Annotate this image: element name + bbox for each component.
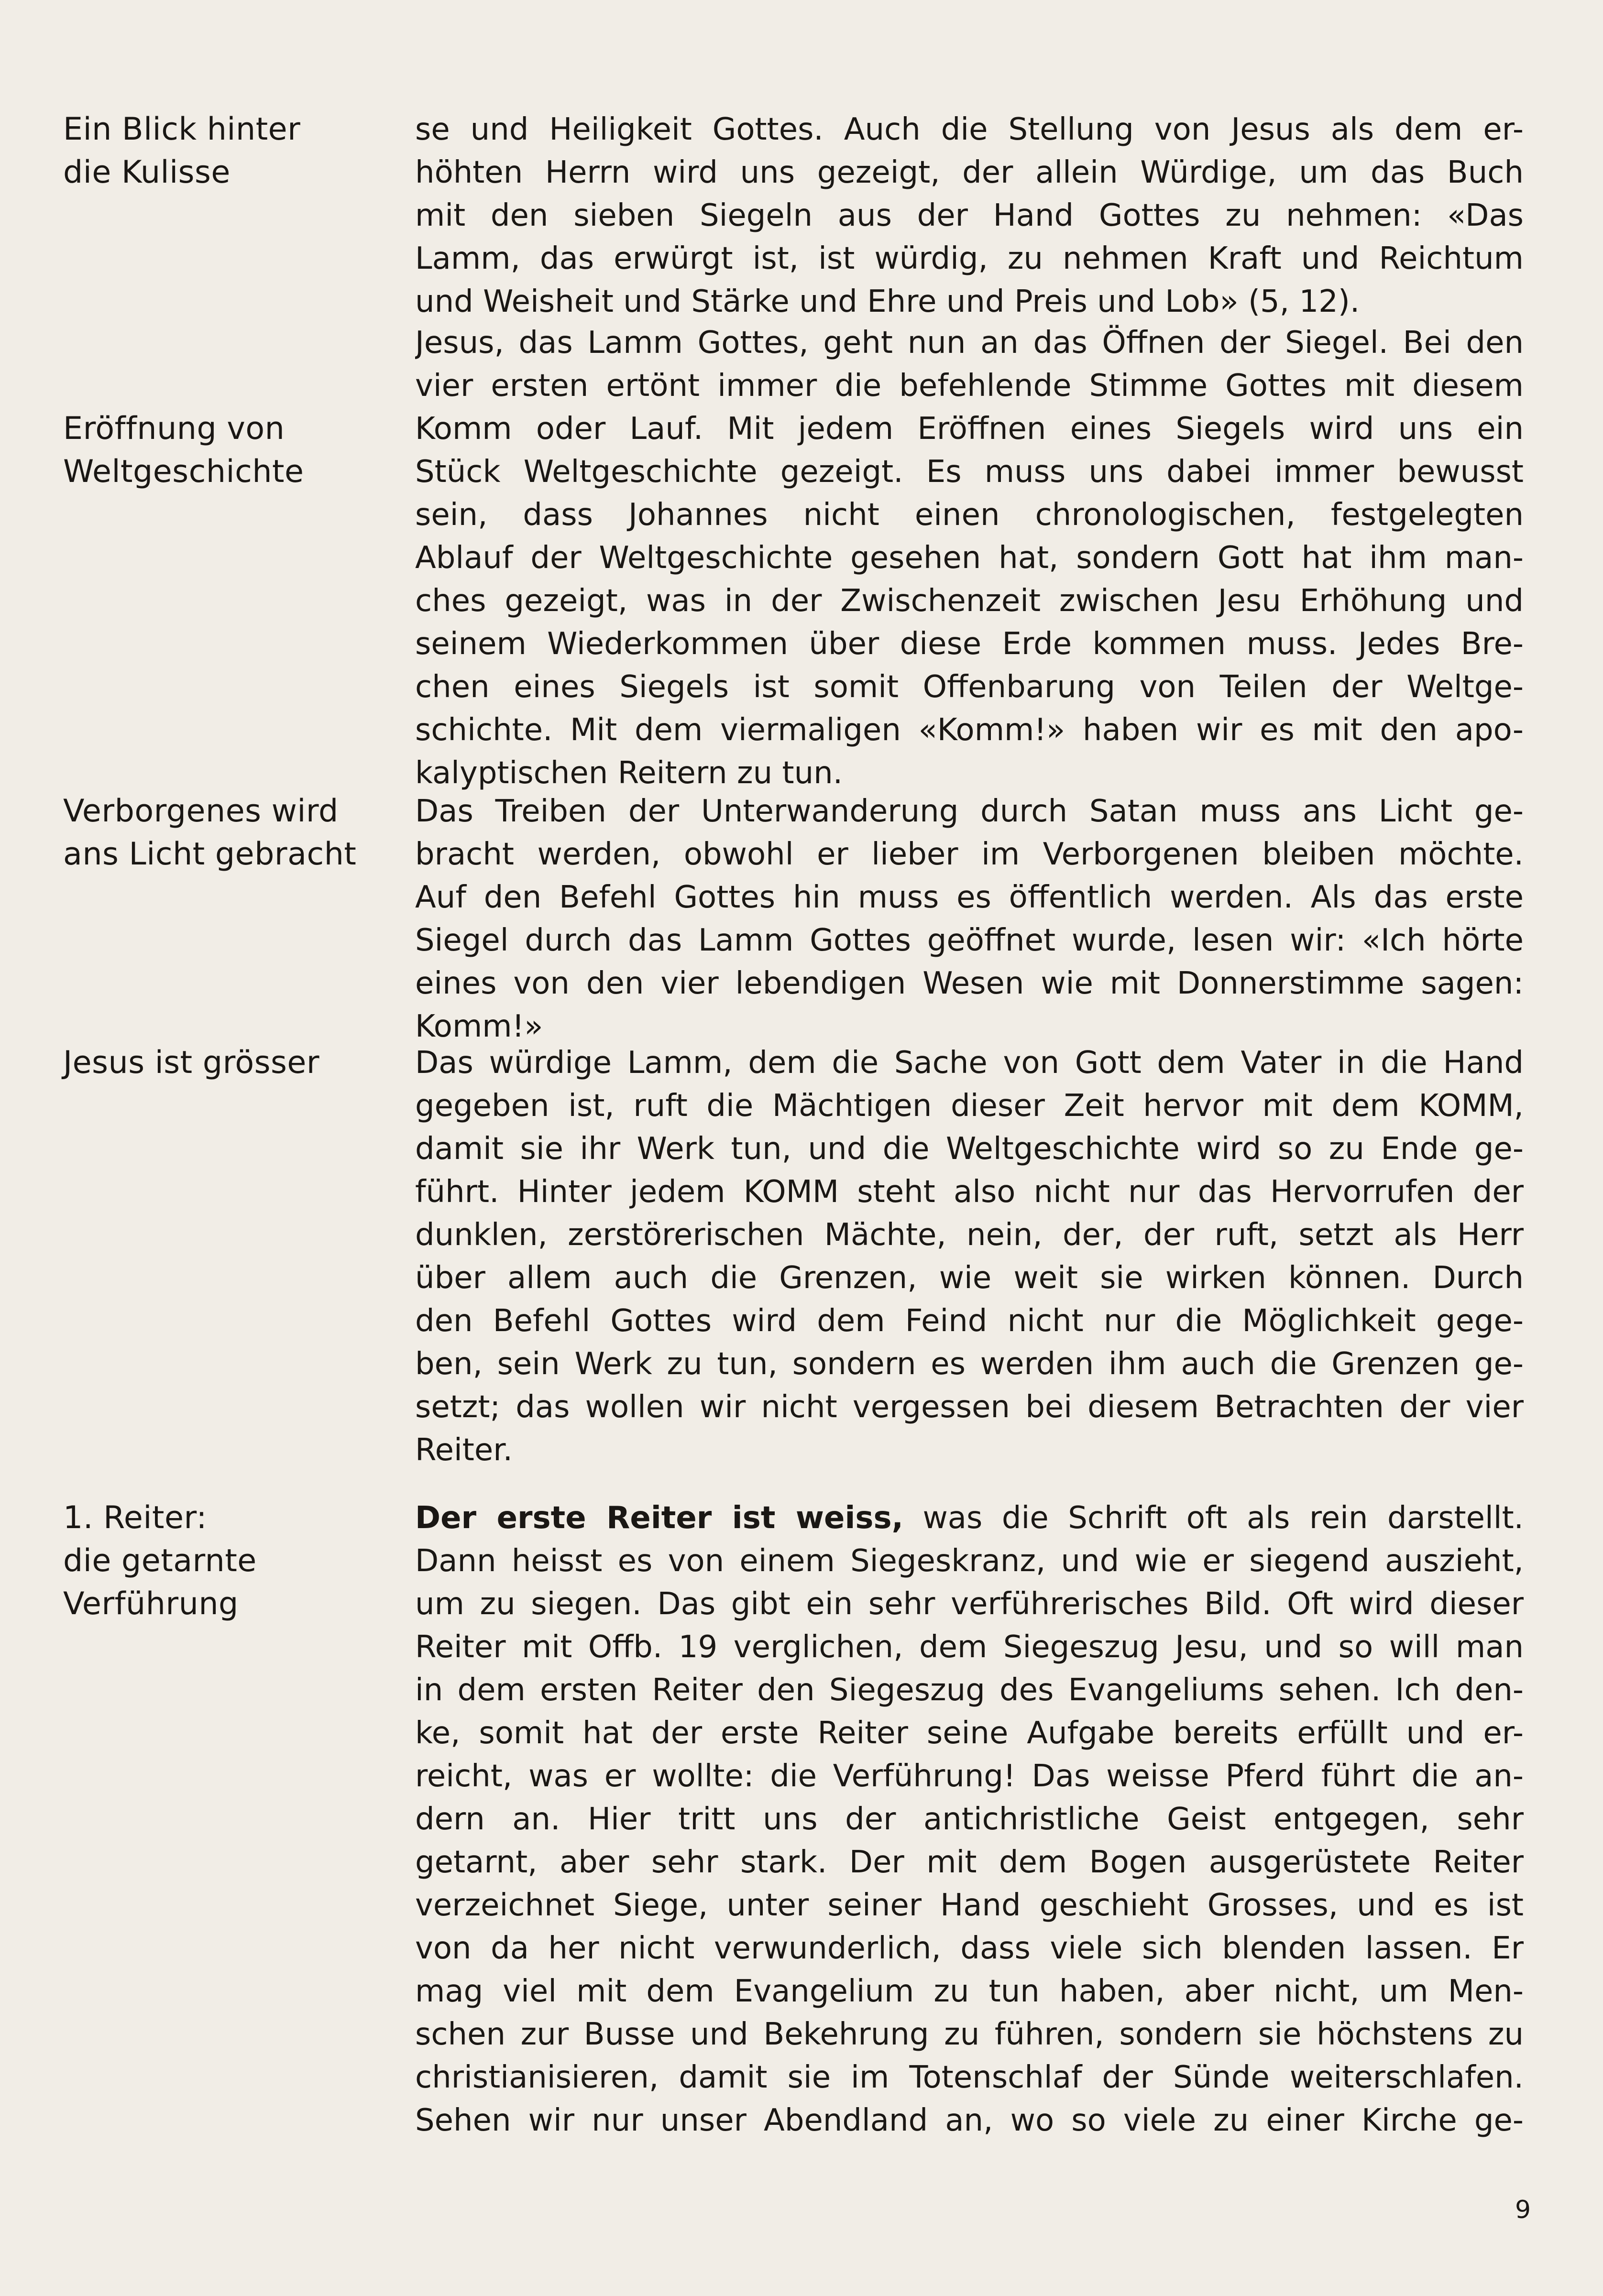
paragraph-4 — [415, 1041, 1524, 1472]
text-line: den Befehl Gottes wird dem Feind nicht nur die Möglichkeit gege- — [415, 1303, 1524, 1339]
text-line: sein, dass Johannes nicht einen chronologischen, festgelegten — [415, 497, 1524, 533]
margin-note-line: Jesus ist grösser — [63, 1045, 320, 1081]
text-line: Komm!» — [415, 1009, 543, 1044]
paragraph-2 — [415, 321, 1524, 795]
margin-note-line: Eröffnung von — [63, 411, 285, 447]
text-line: Jesus, das Lamm Gottes, geht nun an das Öffnen der Siegel. Bei den — [415, 325, 1524, 361]
page-number: 9 — [1515, 2196, 1531, 2224]
text-line: damit sie ihr Werk tun, und die Weltgeschichte wird so zu Ende ge- — [415, 1131, 1524, 1167]
text-line: Komm oder Lauf. Mit jedem Eröffnen eines Siegels wird uns ein — [415, 411, 1524, 447]
margin-note-3 — [63, 790, 398, 876]
text-line: se und Heiligkeit Gottes. Auch die Stellung von Jesus als dem er- — [415, 112, 1524, 147]
text-line: Dann heisst es von einem Siegeskranz, und wie er siegend auszieht, — [415, 1543, 1524, 1579]
text-line: Stück Weltgeschichte gezeigt. Es muss uns dabei immer bewusst — [415, 454, 1524, 490]
margin-note-line: Ein Blick hinter — [63, 111, 301, 147]
text-line: bracht werden, obwohl er lieber im Verborgenen bleiben möchte. — [415, 837, 1524, 872]
text-line: Lamm, das erwürgt ist, ist würdig, zu nehmen Kraft und Reichtum — [415, 241, 1524, 276]
text-line: setzt; das wollen wir nicht vergessen bei diesem Betrachten der vier — [415, 1389, 1524, 1425]
text-line: ke, somit hat der erste Reiter seine Aufgabe bereits erfüllt und er- — [415, 1716, 1524, 1751]
text-line: ches gezeigt, was in der Zwischenzeit zwischen Jesu Erhöhung und — [415, 583, 1524, 619]
margin-note-1 — [63, 108, 398, 194]
text-line: eines von den vier lebendigen Wesen wie mit Donnerstimme sagen: — [415, 966, 1524, 1001]
text-line: dunklen, zerstörerischen Mächte, nein, der, der ruft, setzt als Herr — [415, 1217, 1524, 1253]
margin-note-4 — [63, 1041, 398, 1084]
text-line: ben, sein Werk zu tun, sondern es werden ihm auch die Grenzen ge- — [415, 1346, 1524, 1382]
margin-note-5 — [63, 1497, 398, 1626]
text-line: seinem Wiederkommen über diese Erde kommen muss. Jedes Bre- — [415, 626, 1524, 662]
text-line: mag viel mit dem Evangelium zu tun haben, aber nicht, um Men- — [415, 1974, 1524, 2009]
text-line: dern an. Hier tritt uns der antichristliche Geist entgegen, sehr — [415, 1802, 1524, 1837]
text-line: gegeben ist, ruft die Mächtigen dieser Zeit hervor mit dem KOMM, — [415, 1088, 1524, 1124]
section-lead-bold: Der erste Reiter ist weiss, — [415, 1500, 903, 1536]
text-line: Siegel durch das Lamm Gottes geöffnet wurde, lesen wir: «Ich hörte — [415, 923, 1524, 958]
text-line: Das Treiben der Unterwanderung durch Satan muss ans Licht ge- — [415, 794, 1524, 829]
text-line: schen zur Busse und Bekehrung zu führen, sondern sie höchstens zu — [415, 2017, 1524, 2052]
text-line: über allem auch die Grenzen, wie weit sie wirken können. Durch — [415, 1260, 1524, 1296]
text-line: Sehen wir nur unser Abendland an, wo so viele zu einer Kirche ge- — [415, 2103, 1524, 2138]
section-lead-rest: was die Schrift oft als rein darstellt. — [903, 1500, 1524, 1536]
text-line: Das würdige Lamm, dem die Sache von Gott dem Vater in die Hand — [415, 1045, 1524, 1081]
text-line-lead — [415, 1497, 1524, 1540]
text-line: um zu siegen. Das gibt ein sehr verführerisches Bild. Oft wird dieser — [415, 1586, 1524, 1622]
text-line: vier ersten ertönt immer die befehlende Stimme Gottes mit diesem — [415, 368, 1524, 404]
text-line: mit den sieben Siegeln aus der Hand Gottes zu nehmen: «Das — [415, 198, 1524, 233]
margin-note-2 — [63, 407, 398, 493]
text-line: höhten Herrn wird uns gezeigt, der allein Würdige, um das Buch — [415, 155, 1524, 190]
margin-note-line: die getarnte — [63, 1543, 257, 1579]
text-line: Auf den Befehl Gottes hin muss es öffentlich werden. Als das erste — [415, 880, 1524, 915]
text-line: chen eines Siegels ist somit Offenbarung von Teilen der Weltge- — [415, 669, 1524, 705]
margin-note-line: die Kulisse — [63, 154, 231, 190]
text-line: führt. Hinter jedem KOMM steht also nicht nur das Hervorrufen der — [415, 1174, 1524, 1210]
text-line: reicht, was er wollte: die Verführung! Das weisse Pferd führt die an- — [415, 1759, 1524, 1794]
text-line: Ablauf der Weltgeschichte gesehen hat, sondern Gott hat ihm man- — [415, 540, 1524, 576]
text-line: in dem ersten Reiter den Siegeszug des Evangeliums sehen. Ich den- — [415, 1673, 1524, 1708]
text-line: Reiter mit Offb. 19 verglichen, dem Siegeszug Jesu, und so will man — [415, 1629, 1524, 1665]
text-line: kalyptischen Reitern zu tun. — [415, 755, 843, 791]
text-line: schichte. Mit dem viermaligen «Komm!» haben wir es mit den apo- — [415, 712, 1524, 748]
margin-note-line: 1. Reiter: — [63, 1500, 207, 1536]
text-line: verzeichnet Siege, unter seiner Hand geschieht Grosses, und es ist — [415, 1888, 1524, 1923]
margin-note-line: Verführung — [63, 1586, 239, 1622]
text-line: Reiter. — [415, 1432, 513, 1468]
paragraph-5 — [415, 1497, 1524, 2142]
margin-note-line: Verborgenes wird — [63, 793, 339, 829]
margin-note-line: ans Licht gebracht — [63, 836, 357, 872]
paragraph-3 — [415, 790, 1524, 1048]
text-line: und Weisheit und Stärke und Ehre und Preis und Lob» (5, 12). — [415, 284, 1360, 319]
text-line: christianisieren, damit sie im Totenschlaf der Sünde weiterschlafen. — [415, 2060, 1524, 2095]
text-line: von da her nicht verwunderlich, dass viele sich blenden lassen. Er — [415, 1931, 1524, 1966]
text-line: getarnt, aber sehr stark. Der mit dem Bogen ausgerüstete Reiter — [415, 1845, 1524, 1880]
margin-note-line: Weltgeschichte — [63, 454, 304, 490]
paragraph-1 — [415, 108, 1524, 323]
